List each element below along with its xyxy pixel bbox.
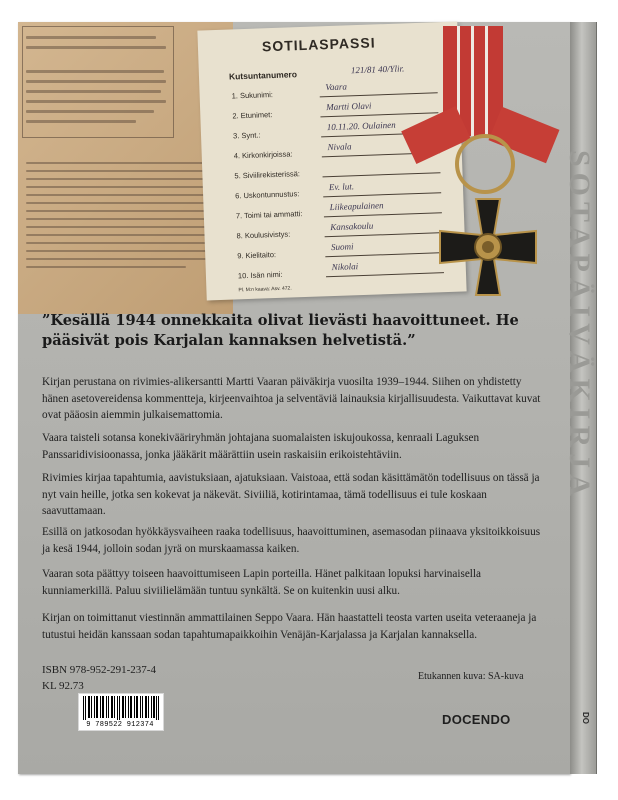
photo-credit: Etukannen kuva: SA-kuva bbox=[418, 671, 524, 682]
document-text-line bbox=[26, 202, 212, 204]
document-text-line bbox=[26, 266, 186, 268]
passport-number-value: 121/81 40/Ylir. bbox=[350, 63, 405, 76]
isbn: ISBN 978-952-291-237-4 bbox=[42, 664, 156, 676]
barcode-number: 9 789522 912374 bbox=[86, 721, 154, 729]
passport-row-value: 10.11.20. Oulainen bbox=[326, 119, 396, 133]
document-text-line bbox=[26, 162, 216, 164]
blurb-paragraph: Kirjan on toimittanut viestinnän ammattilainen Seppo Vaara. Hän haastatteli teosta varten useita veteraaneja ja tutustui heidän kanssaan sodan tapahtumapaikkoihin Venäjän-Karjalassa ja Karjalan kannaksella. bbox=[42, 612, 537, 641]
passport-row-line bbox=[320, 112, 438, 117]
document-text-line bbox=[26, 178, 216, 180]
passport-row-line bbox=[324, 212, 442, 217]
cover-quote: ”Kesällä 1944 onnekkaita olivat lievästi haavoittuneet. He pääsivät pois Karjalan kannaksen helvetistä.” bbox=[42, 312, 519, 349]
document-text-line bbox=[26, 242, 216, 244]
document-text-line bbox=[26, 218, 214, 220]
document-text-line bbox=[26, 250, 214, 252]
passport-row-label: 3. Synt.: bbox=[232, 130, 261, 141]
library-classification: KL 92.73 bbox=[42, 680, 84, 692]
passport-row-line bbox=[326, 272, 444, 277]
cross-of-liberty-medal-icon bbox=[438, 197, 538, 297]
blurb-paragraph: Vaaran sota päättyy toiseen haavoittumiseen Lapin porteilla. Hänet palkitaan lopuksi harvinaisella kunniamerkillä. Paluu siviilielämään tuntuu synkältä. Se on kuitenkin uusi alku. bbox=[42, 568, 481, 597]
passport-form-code: Pl. M:n kaava: Asv. 472. bbox=[238, 285, 292, 294]
passport-row-line bbox=[323, 172, 441, 177]
passport-row-value: Nivala bbox=[327, 141, 352, 153]
barcode-bars-icon bbox=[79, 694, 163, 720]
document-text-line bbox=[26, 186, 214, 188]
back-cover bbox=[18, 22, 570, 774]
spine-title bbox=[563, 150, 596, 650]
blurb-paragraph: Kirjan perustana on rivimies-alikersantti Martti Vaaran päiväkirja vuosilta 1939–1944. Siihen on yhdistetty hänen asetovereidensa kommentteja, kirjeenvaihtoa ja selventäviä lainauksia kirjallisuudesta. Vaikuttavat kuvat ovat pääosin aiemmin julkaisemattomia. bbox=[42, 376, 541, 421]
passport-row-label: 9. Kielitaito: bbox=[237, 250, 277, 261]
passport-title: SOTILASPASSI bbox=[261, 34, 376, 55]
document-text-line bbox=[26, 90, 161, 93]
military-passport bbox=[197, 22, 466, 301]
spine-title-text: SOTAPÄIVÄKIRJA bbox=[563, 150, 596, 502]
passport-row-value: Suomi bbox=[330, 241, 354, 253]
document-text-line bbox=[26, 110, 154, 113]
passport-row-label: 5. Siviilirekisterissä: bbox=[234, 169, 301, 181]
document-text-line bbox=[26, 210, 216, 212]
document-text-line bbox=[26, 70, 164, 73]
spine-publisher: DO bbox=[581, 712, 590, 724]
passport-row-line bbox=[320, 92, 438, 97]
passport-row-label: 8. Koulusivistys: bbox=[236, 229, 291, 241]
document-text-line bbox=[26, 80, 166, 83]
passport-row-value: Liikeapulainen bbox=[329, 200, 384, 213]
blurb-paragraph: Vaara taisteli sotansa konekiväärіryhmän johtajana suomalaisten iskujoukossa, kenraali Laguksen Panssaridivisioonassa, jonka jääkärit määrättiin usein raskaisiin erikoistehtäviin. bbox=[42, 432, 480, 461]
passport-row-value: Vaara bbox=[325, 81, 348, 93]
document-text-line bbox=[26, 234, 212, 236]
document-text-line bbox=[26, 258, 206, 260]
cover-photo bbox=[18, 22, 570, 320]
passport-row-value: Kansakoulu bbox=[330, 220, 374, 233]
document-text-line bbox=[26, 100, 166, 103]
passport-number-label: Kutsuntanumero bbox=[228, 69, 298, 82]
document-text-line bbox=[26, 170, 218, 172]
passport-row-line bbox=[325, 252, 443, 257]
passport-row-label: 2. Etunimet: bbox=[232, 110, 273, 121]
blurb-paragraph: Esillä on jatkosodan hyökkäysvaiheen raaka todellisuus, haavoittuminen, asemasodan piinaava yksitoikkoisuus ja kesä 1944, jolloin sodan jyrä on murskaamassa kaiken. bbox=[42, 526, 541, 555]
document-text-line bbox=[26, 120, 136, 123]
ribbon-stripe bbox=[485, 26, 488, 136]
passport-row-label: 7. Toimi tai ammatti: bbox=[235, 209, 303, 221]
passport-row-value: Nikolai bbox=[331, 261, 359, 273]
document-text-line bbox=[26, 36, 156, 39]
medal-wreath bbox=[455, 134, 515, 194]
blurb-paragraph: Rivimies kirjaa tapahtumia, aavistuksiaan, ajatuksiaan. Vaistoaa, että sodan käsittämätön todellisuus on tässä ja nyt vain heille, jotka sen kokevat ja näkevät. Siviiliä, kotirintamaa, tämä todellisuus ei tule koskaan saavuttamaan. bbox=[42, 472, 540, 517]
isbn-block bbox=[42, 662, 156, 694]
passport-row-value: Martti Olavi bbox=[325, 100, 372, 113]
passport-row-label: 1. Sukunimi: bbox=[231, 90, 274, 101]
passport-row-label: 4. Kirkonkirjoissa: bbox=[233, 149, 293, 161]
document-text-line bbox=[26, 194, 216, 196]
document-text-line bbox=[26, 46, 166, 49]
passport-row-line bbox=[325, 232, 443, 237]
passport-row-line bbox=[323, 192, 441, 197]
passport-row-value: Ev. lut. bbox=[328, 181, 355, 193]
publisher-logo: DOCENDO bbox=[442, 712, 511, 727]
passport-row-label: 10. Isän nimi: bbox=[237, 269, 283, 281]
document-text-line bbox=[26, 226, 216, 228]
ribbon-stripe bbox=[471, 26, 474, 136]
passport-row-label: 6. Uskontunnustus: bbox=[235, 189, 300, 201]
